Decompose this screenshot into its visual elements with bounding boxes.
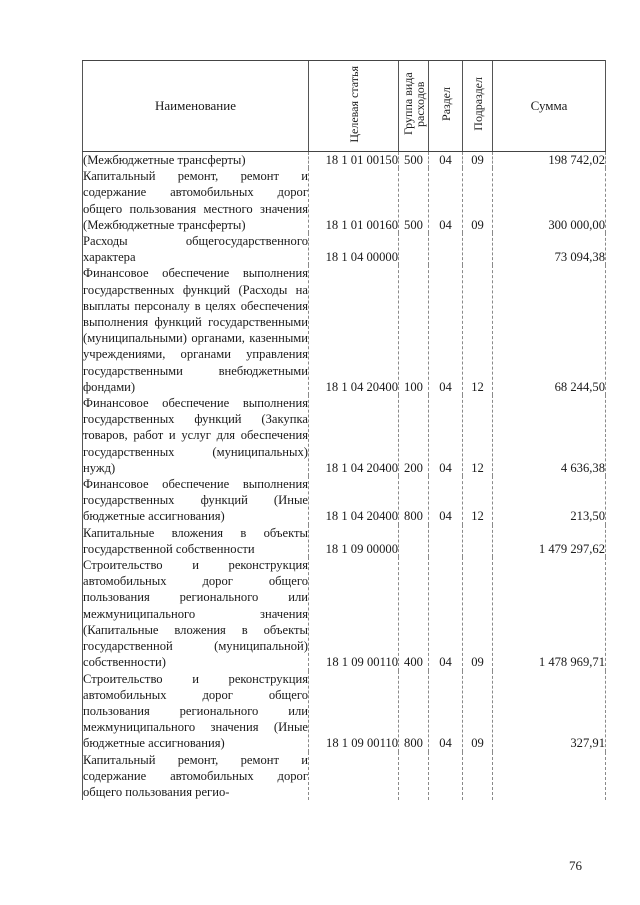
row-amount: 68 244,50: [493, 265, 606, 395]
row-target-article: 18 1 04 00000: [309, 233, 399, 265]
table-row: [83, 671, 606, 752]
row-name: Капитальные вложения в объекты государственной собственности: [83, 525, 308, 556]
row-target-article: 18 1 09 00110: [309, 557, 399, 670]
row-target-article: 18 1 01 00160: [309, 168, 399, 233]
row-target-article: 18 1 04 20400: [309, 476, 399, 525]
row-expense-group: 500: [399, 168, 429, 233]
row-section: 04: [429, 395, 463, 476]
row-expense-group: 400: [399, 557, 429, 670]
row-expense-group: 800: [399, 476, 429, 525]
row-expense-group: [399, 525, 429, 557]
row-subsection: 09: [463, 671, 493, 752]
row-target-article: [309, 752, 399, 801]
header-target-article: Целевая статья: [346, 65, 361, 143]
table-row: [83, 168, 606, 233]
row-expense-group: [399, 233, 429, 265]
row-section: 04: [429, 265, 463, 395]
row-target-article: 18 1 04 20400: [309, 265, 399, 395]
table-row: [83, 265, 606, 395]
row-expense-group: 100: [399, 265, 429, 395]
header-name: Наименование: [83, 61, 309, 152]
row-amount: 327,91: [493, 671, 606, 752]
row-name: Финансовое обеспечение выполнения государственных функций (Иные бюджетные ассигнования): [83, 477, 308, 524]
row-subsection: 12: [463, 265, 493, 395]
row-subsection: 09: [463, 557, 493, 670]
page-number: 76: [569, 858, 582, 873]
table-row: [83, 557, 606, 670]
row-expense-group: [399, 752, 429, 801]
budget-table: [82, 60, 606, 800]
table-row: [83, 752, 606, 801]
row-amount: 213,50: [493, 476, 606, 525]
header-subsection: Подраздел: [470, 77, 485, 131]
table-row: [83, 395, 606, 476]
row-subsection: [463, 525, 493, 557]
row-name: Финансовое обеспечение выполнения государственных функций (Расходы на выплаты персоналу в целях обеспечения выполнения функций государственными (муниципальными) органами, казенными учреждениями, органами управления государственными внебюджетными фондами): [83, 266, 308, 394]
row-target-article: 18 1 04 20400: [309, 395, 399, 476]
row-subsection: [463, 752, 493, 801]
row-name: Расходы общегосударственного характера: [83, 234, 308, 265]
row-name: Капитальный ремонт, ремонт и содержание автомобильных дорог общего пользования местного значения (Межбюджетные трансферты): [83, 169, 308, 232]
row-amount: 4 636,38: [493, 395, 606, 476]
row-section: [429, 752, 463, 801]
row-target-article: 18 1 09 00110: [309, 671, 399, 752]
row-target-article: 18 1 01 00150: [309, 152, 399, 169]
row-amount: [493, 752, 606, 801]
row-section: 04: [429, 671, 463, 752]
row-subsection: 09: [463, 152, 493, 169]
table-row: [83, 525, 606, 557]
row-subsection: [463, 233, 493, 265]
row-name: Строительство и реконструкция автомобильных дорог общего пользования регионального или межмуниципального значения (Капитальные вложения в объекты государственной (муниципальной) собственности): [83, 558, 308, 670]
row-name: Финансовое обеспечение выполнения государственных функций (Закупка товаров, работ и услуг для обеспечения государственных (муниципальных) нужд): [83, 396, 308, 475]
row-amount: 198 742,02: [493, 152, 606, 169]
header-amount: Сумма: [493, 61, 606, 152]
row-amount: 300 000,00: [493, 168, 606, 233]
table-header-row: [83, 61, 606, 152]
row-target-article: 18 1 09 00000: [309, 525, 399, 557]
row-amount: 1 479 297,62: [493, 525, 606, 557]
row-subsection: 12: [463, 395, 493, 476]
table-row: [83, 476, 606, 525]
row-name: Строительство и реконструкция автомобильных дорог общего пользования регионального или межмуниципального значения (Иные бюджетные ассигнования): [83, 671, 308, 751]
table-body: [83, 152, 606, 801]
row-section: 04: [429, 557, 463, 670]
row-expense-group: 200: [399, 395, 429, 476]
row-section: [429, 525, 463, 557]
row-amount: 1 478 969,71: [493, 557, 606, 670]
row-subsection: 09: [463, 168, 493, 233]
row-section: [429, 233, 463, 265]
header-subsection-cell: [463, 61, 493, 152]
row-expense-group: 500: [399, 152, 429, 169]
header-section: Раздел: [438, 87, 453, 121]
table-row: [83, 152, 606, 169]
row-amount: 73 094,38: [493, 233, 606, 265]
row-section: 04: [429, 476, 463, 525]
header-section-cell: [429, 61, 463, 152]
header-expense-group: Группа вида расходов: [400, 72, 427, 136]
row-subsection: 12: [463, 476, 493, 525]
table-row: [83, 233, 606, 265]
row-name: (Межбюджетные трансферты): [83, 152, 309, 169]
row-section: 04: [429, 168, 463, 233]
header-expense-group-cell: [399, 61, 429, 152]
header-target-article-cell: [309, 61, 399, 152]
row-name: Капитальный ремонт, ремонт и содержание автомобильных дорог общего пользования регио-: [83, 752, 308, 799]
row-expense-group: 800: [399, 671, 429, 752]
row-section: 04: [429, 152, 463, 169]
